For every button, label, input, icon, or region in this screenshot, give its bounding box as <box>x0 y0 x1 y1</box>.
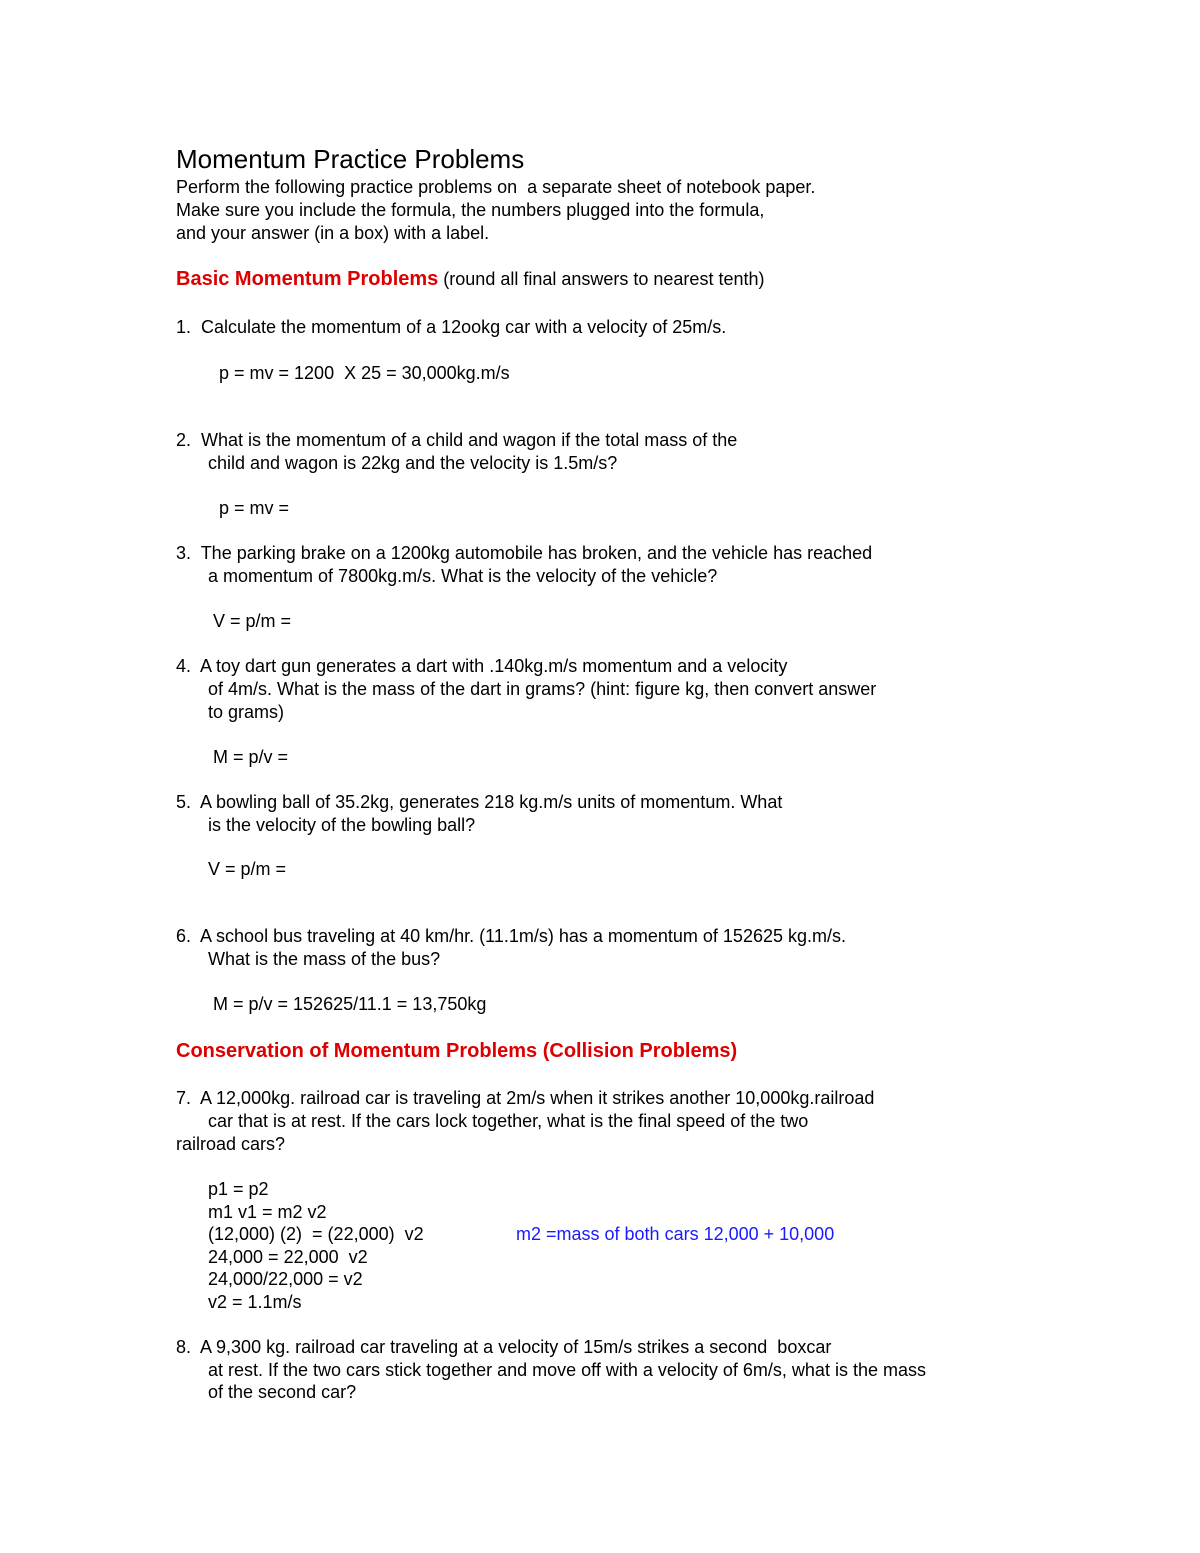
problem-4-line: to grams) <box>208 702 285 722</box>
problem-7-work: v2 = 1.1m/s <box>208 1292 302 1312</box>
section-heading-text: Basic Momentum Problems <box>176 268 439 290</box>
page-title: Momentum Practice Problems <box>176 144 525 174</box>
problem-6-line: What is the mass of the bus? <box>208 949 441 969</box>
problem-7-side-note: m2 =mass of both cars 12,000 + 10,000 <box>516 1224 835 1244</box>
problem-8-line: of the second car? <box>208 1382 357 1402</box>
problem-3-line: a momentum of 7800kg.m/s. What is the velocity of the vehicle? <box>208 566 718 586</box>
problem-7-work: (12,000) (2) = (22,000) v2 <box>208 1224 424 1244</box>
intro-line: Perform the following practice problems on a separate sheet of notebook paper. <box>176 177 816 197</box>
problem-3-work: V = p/m = <box>213 611 292 631</box>
problem-1-work: p = mv = 1200 X 25 = 30,000kg.m/s <box>219 363 510 383</box>
problem-5-work: V = p/m = <box>208 859 287 879</box>
problem-4-line: of 4m/s. What is the mass of the dart in grams? (hint: figure kg, then convert answer <box>208 679 877 699</box>
problem-5-line: 5. A bowling ball of 35.2kg, generates 218 kg.m/s units of momentum. What <box>176 792 783 812</box>
section-heading-conservation: Conservation of Momentum Problems (Collision Problems) <box>176 1040 738 1062</box>
problem-7-work: p1 = p2 <box>208 1179 269 1199</box>
problem-7-line: car that is at rest. If the cars lock together, what is the final speed of the two <box>208 1111 809 1131</box>
problem-7-work: m1 v1 = m2 v2 <box>208 1202 327 1222</box>
problem-3-line: 3. The parking brake on a 1200kg automobile has broken, and the vehicle has reached <box>176 543 873 563</box>
problem-2-work: p = mv = <box>219 498 290 518</box>
problem-7-work: 24,000/22,000 = v2 <box>208 1269 363 1289</box>
problem-2-line: child and wagon is 22kg and the velocity is 1.5m/s? <box>208 453 618 473</box>
problem-2-line: 2. What is the momentum of a child and wagon if the total mass of the <box>176 430 738 450</box>
problem-7-line: 7. A 12,000kg. railroad car is traveling at 2m/s when it strikes another 10,000kg.railroad <box>176 1088 875 1108</box>
intro-line: and your answer (in a box) with a label. <box>176 223 490 243</box>
problem-8-line: 8. A 9,300 kg. railroad car traveling at a velocity of 15m/s strikes a second boxcar <box>176 1337 832 1357</box>
problem-5-line: is the velocity of the bowling ball? <box>208 815 476 835</box>
problem-8-line: at rest. If the two cars stick together and move off with a velocity of 6m/s, what is the mass <box>208 1360 926 1380</box>
problem-6-line: 6. A school bus traveling at 40 km/hr. (11.1m/s) has a momentum of 152625 kg.m/s. <box>176 926 846 946</box>
problem-4-line: 4. A toy dart gun generates a dart with .140kg.m/s momentum and a velocity <box>176 656 788 676</box>
problem-6-work: M = p/v = 152625/11.1 = 13,750kg <box>213 994 487 1014</box>
problem-7-line: railroad cars? <box>176 1134 286 1154</box>
problem-4-work: M = p/v = <box>213 747 289 767</box>
problem-1-line: 1. Calculate the momentum of a 12ookg car with a velocity of 25m/s. <box>176 317 727 337</box>
intro-line: Make sure you include the formula, the numbers plugged into the formula, <box>176 200 765 220</box>
problem-7-work: 24,000 = 22,000 v2 <box>208 1247 368 1267</box>
section-heading-note: (round all final answers to nearest tenth) <box>438 269 765 289</box>
section-heading-basic <box>176 266 764 292</box>
